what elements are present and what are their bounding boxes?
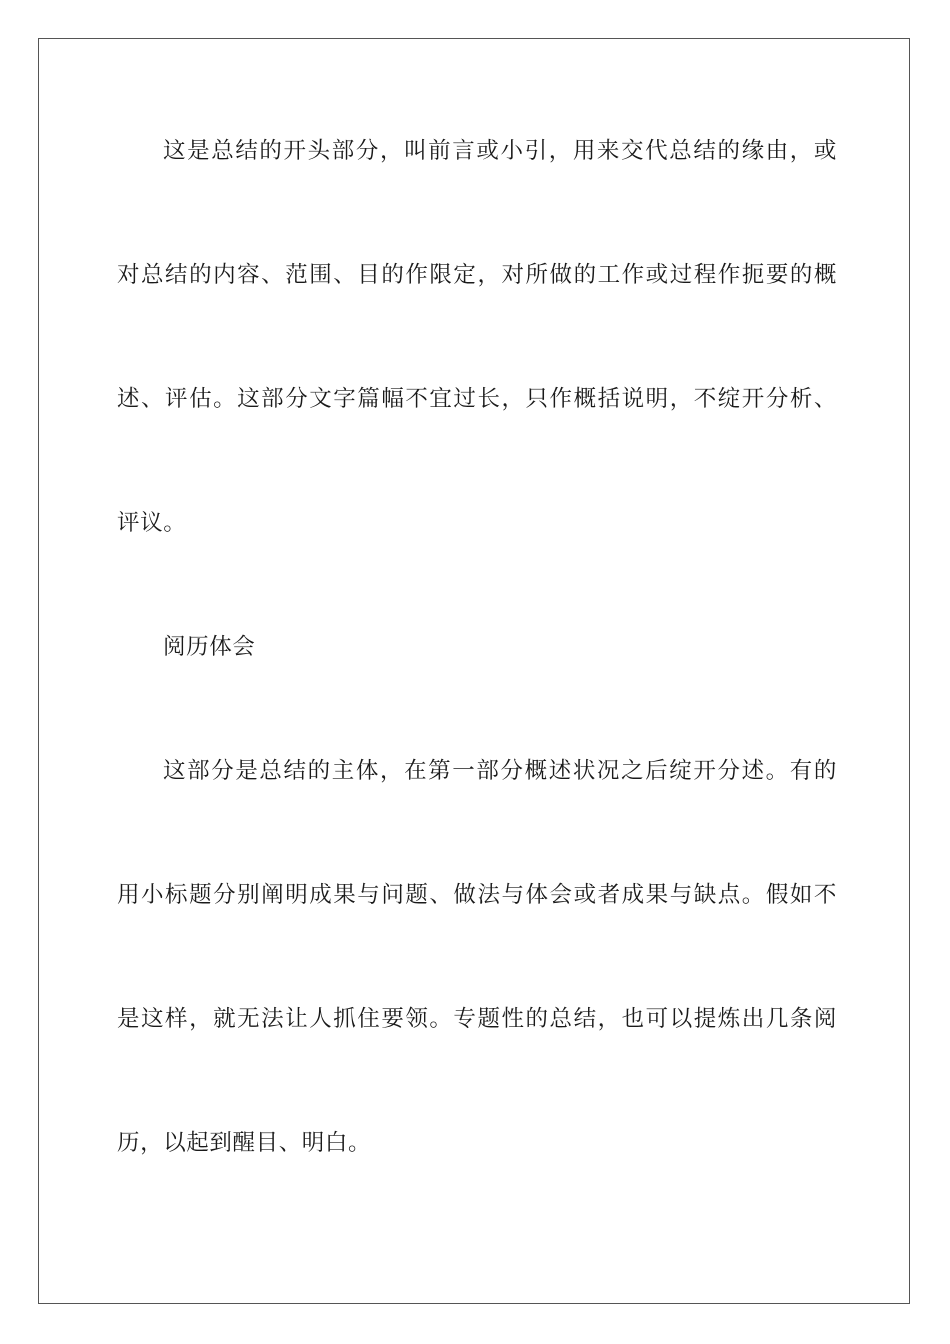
- page-border: [38, 38, 910, 1304]
- paragraph-2-line-4: 历，以起到醒目、明白。: [117, 1130, 372, 1156]
- paragraph-1-line-2: 对总结的内容、范围、目的作限定，对所做的工作或过程作扼要的概: [117, 262, 837, 288]
- paragraph-1-line-4: 评议。: [117, 510, 187, 536]
- paragraph-2-line-1: 这部分是总结的主体，在第一部分概述状况之后绽开分述。有的: [163, 758, 837, 784]
- paragraph-1-line-3: 述、评估。这部分文字篇幅不宜过长，只作概括说明，不绽开分析、: [117, 386, 837, 412]
- paragraph-2-line-2: 用小标题分别阐明成果与问题、做法与体会或者成果与缺点。假如不: [117, 882, 837, 908]
- section-heading: 阅历体会: [163, 634, 256, 660]
- paragraph-1-line-1: 这是总结的开头部分，叫前言或小引，用来交代总结的缘由，或: [163, 138, 837, 164]
- paragraph-2-line-3: 是这样，就无法让人抓住要领。专题性的总结，也可以提炼出几条阅: [117, 1006, 837, 1032]
